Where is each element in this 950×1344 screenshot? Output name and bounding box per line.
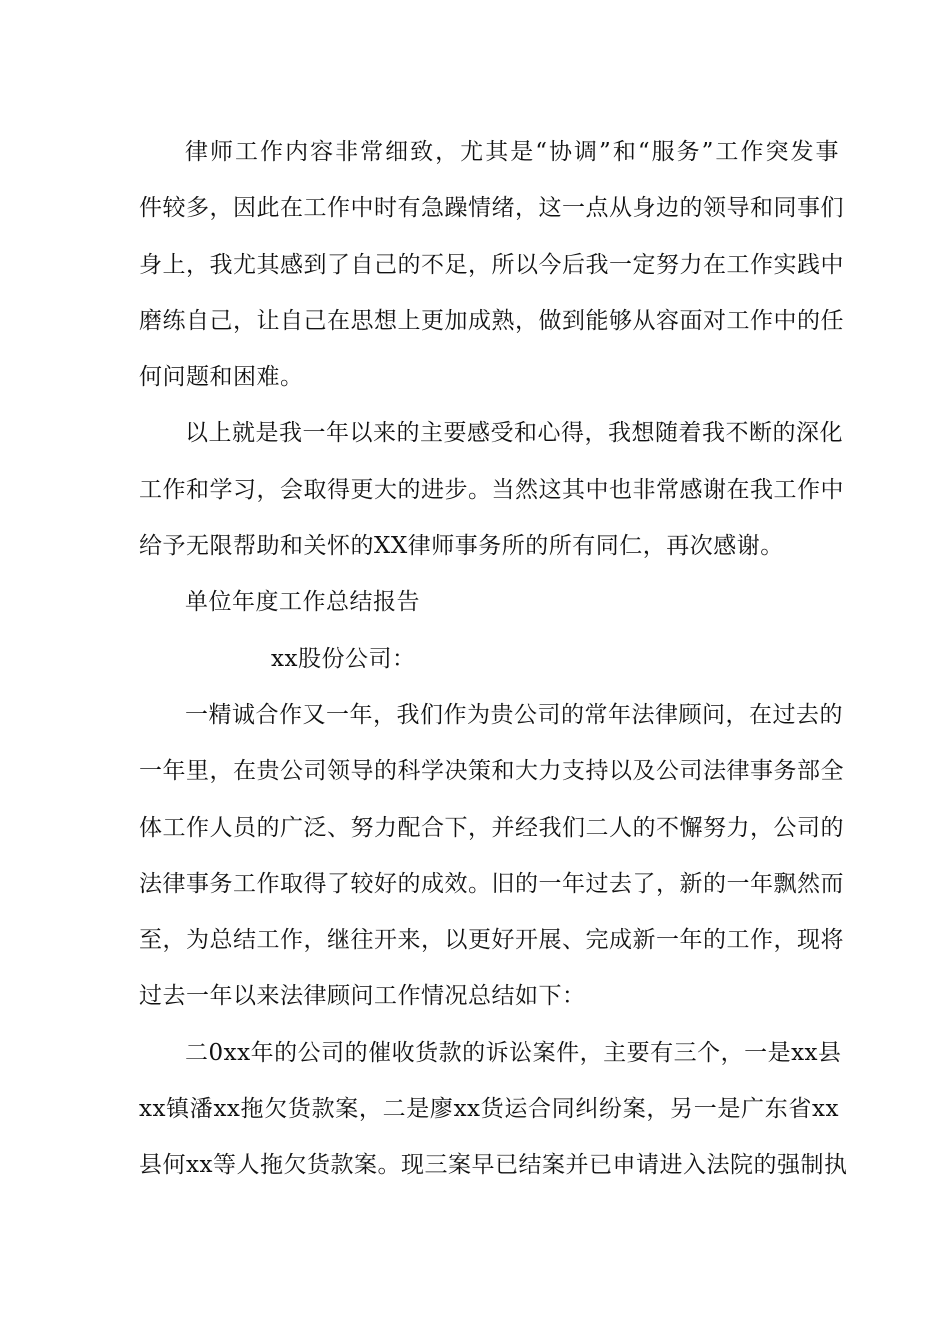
text-line: 体工作人员的广泛、努力配合下，并经我们二人的不懈努力，公司的 xyxy=(139,814,844,841)
text-line: 至，为总结工作，继往开来，以更好开展、完成新一年的工作，现将 xyxy=(139,927,844,954)
text-line: 给予无限帮助和关怀的XX律师事务所的所有同仁，再次感谢。 xyxy=(139,533,784,560)
text-line: 以上就是我一年以来的主要感受和心得，我想随着我不断的深化 xyxy=(185,420,843,447)
text-line: 一年里，在贵公司领导的科学决策和大力支持以及公司法律事务部全 xyxy=(139,758,844,785)
text-line: 县何xx等人拖欠货款案。现三案早已结案并已申请进入法院的强制执 xyxy=(139,1152,848,1179)
text-line: 身上，我尤其感到了自己的不足，所以今后我一定努力在工作实践中 xyxy=(139,251,844,278)
text-line: 二0xx年的公司的催收货款的诉讼案件，主要有三个，一是xx县 xyxy=(185,1039,842,1066)
document-body xyxy=(139,124,848,1194)
text-line: 律师工作内容非常细致，尤其是“协调”和“服务”工作突发事 xyxy=(185,139,839,165)
text-line: 磨练自己，让自己在思想上更加成熟，做到能够从容面对工作中的任 xyxy=(139,307,844,334)
section-heading: 单位年度工作总结报告 xyxy=(185,589,420,616)
text-line: 工作和学习，会取得更大的进步。当然这其中也非常感谢在我工作中 xyxy=(139,476,844,503)
text-line: 过去一年以来法律顾问工作情况总结如下： xyxy=(139,983,586,1010)
salutation: xx股份公司： xyxy=(271,645,416,672)
text-line: 何问题和困难。 xyxy=(139,364,304,391)
text-line: 法律事务工作取得了较好的成效。旧的一年过去了，新的一年飘然而 xyxy=(139,870,844,897)
text-line: 一精诚合作又一年，我们作为贵公司的常年法律顾问，在过去的 xyxy=(185,701,843,728)
text-line: 件较多，因此在工作中时有急躁情绪，这一点从身边的领导和同事们 xyxy=(139,195,844,222)
text-line: xx镇潘xx拖欠货款案，二是廖xx货运合同纠纷案，另一是广东省xx xyxy=(139,1096,839,1123)
